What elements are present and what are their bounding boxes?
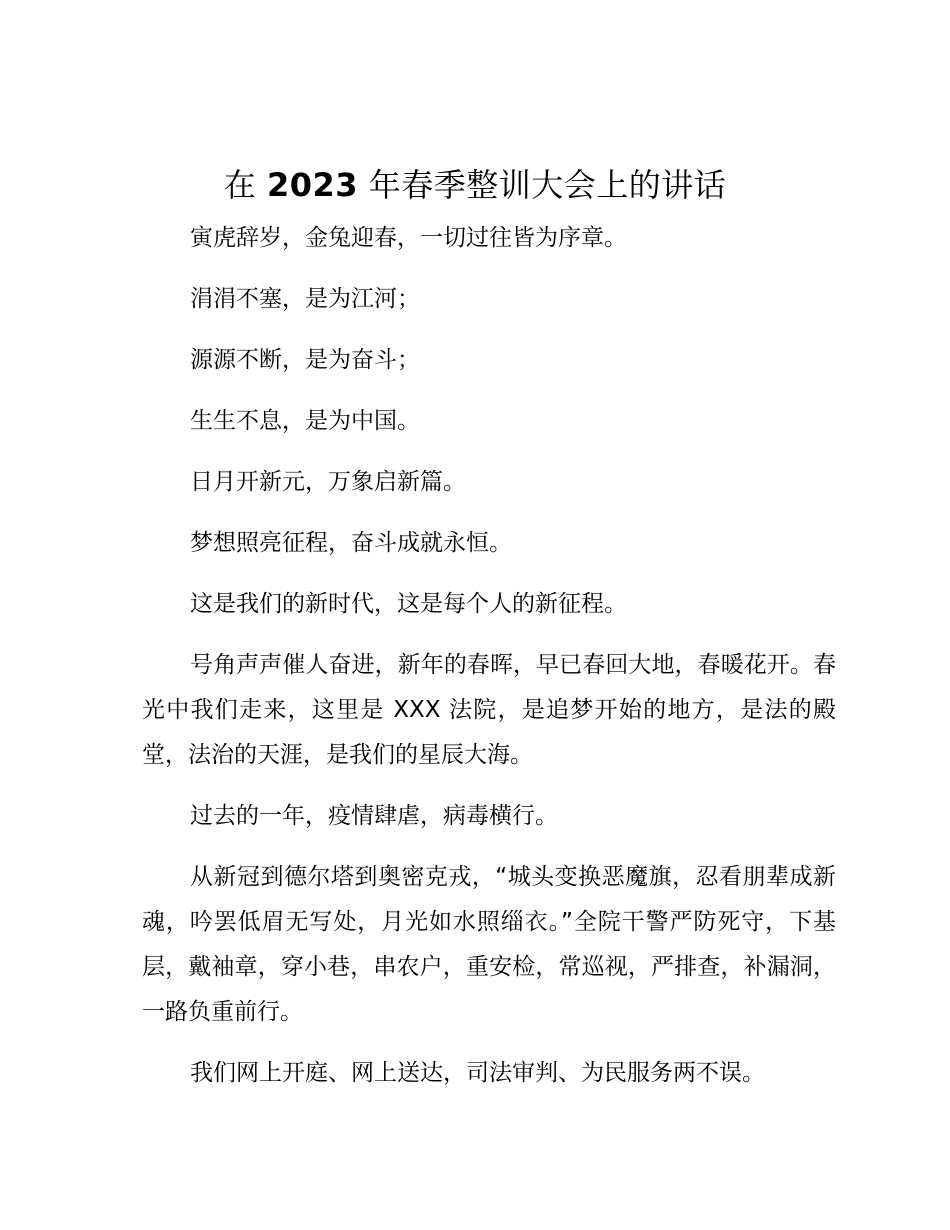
paragraph: 源源不断，是为奋斗； [190,347,420,373]
title-suffix: 年春季整训大会上的讲话 [358,166,727,205]
paragraph: 涓涓不塞，是为江河； [190,286,420,312]
paragraph: 号角声声催人奋进，新年的春晖，早已春回大地，春暖花开。春光中我们走来，这里是 XXX 法院，是追梦开始的地方，是法的殿堂，法治的天涯，是我们的星辰大海。 [142,652,836,768]
document-body [142,216,836,1112]
title-year: 2023 [266,166,359,205]
paragraph: 生生不息，是为中国。 [190,408,420,434]
title-prefix: 在 [223,166,267,205]
paragraph: 梦想照亮征程，奋斗成就永恒。 [190,530,512,556]
paragraph: 日月开新元，万象启新篇。 [190,469,466,495]
paragraph: 这是我们的新时代，这是每个人的新征程。 [190,591,627,617]
paragraph: 寅虎辞岁，金兔迎春，一切过往皆为序章。 [190,225,627,251]
paragraph: 我们网上开庭、网上送达，司法审判、为民服务两不误。 [190,1060,765,1086]
document-title [0,161,950,209]
paragraph: 从新冠到德尔塔到奥密克戎，“城头变换恶魔旗，忍看朋辈成新魂，吟罢低眉无写处，月光如水照缁衣。”全院干警严防死守，下基层，戴袖章，穿小巷，串农户，重安检，常巡视，严排查，补漏洞，一路负重前行。 [142,864,836,1025]
paragraph: 过去的一年，疫情肆虐，病毒横行。 [190,803,558,829]
